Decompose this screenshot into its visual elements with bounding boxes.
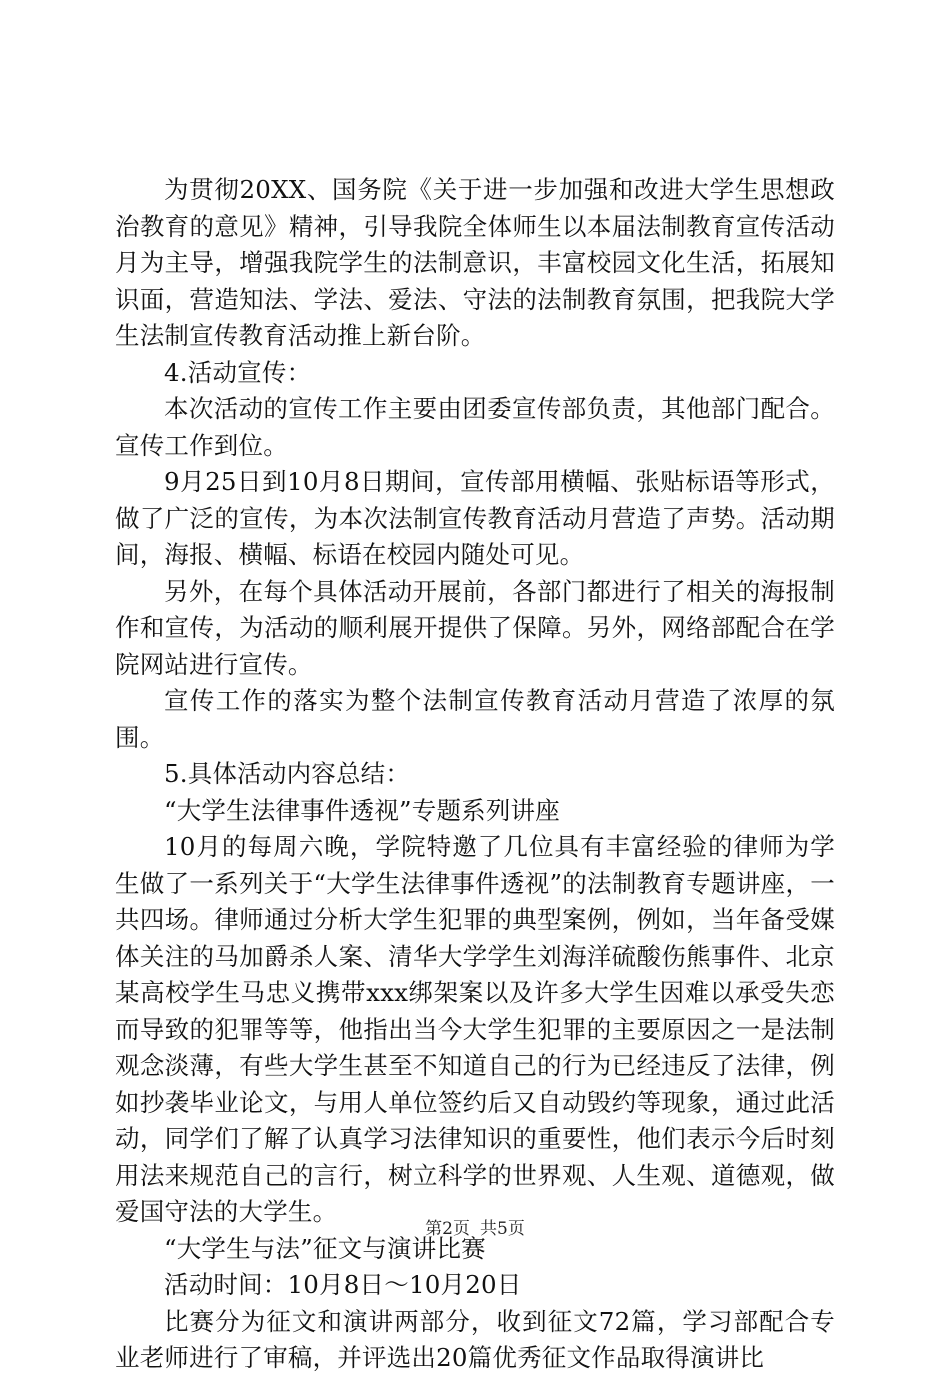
subheading-lecture-series: “大学生法律事件透视”专题系列讲座 xyxy=(164,795,560,825)
body-paragraph: 9月25日到10月8日期间，宣传部用横幅、张贴标语等形式，做了广泛的宣传，为本次法制宣传教育活动月营造了声势。活动期间，海报、横幅、标语在校园内随处可见。 xyxy=(115,467,835,569)
body-paragraph: 比赛分为征文和演讲两部分，收到征文72篇，学习部配合专业老师进行了审稿，并评选出20篇优秀征文作品取得演讲比 xyxy=(115,1306,835,1372)
page-number: 第2页 xyxy=(425,1219,470,1239)
section-heading-publicity: 4.活动宣传： xyxy=(164,357,312,387)
body-paragraph: 宣传工作的落实为整个法制宣传教育活动月营造了浓厚的氛围。 xyxy=(115,686,835,752)
body-paragraph: 另外，在每个具体活动开展前，各部门都进行了相关的海报制作和宣传，为活动的顺利展开提供了保障。另外，网络部配合在学院网站进行宣传。 xyxy=(115,576,835,679)
page-footer xyxy=(0,1218,950,1240)
subheading-essay-contest: “大学生与法”征文与演讲比赛 xyxy=(164,1233,486,1263)
page-total: 共5页 xyxy=(480,1219,525,1239)
intro-paragraph: 为贯彻20XX、国务院《关于进一步加强和改进大学生思想政治教育的意见》精神，引导我院全体师生以本届法制教育宣传活动月为主导，增强我院学生的法制意识，丰富校园文化生活，拓展知识面，营造知法、学法、爱法、守法的法制教育氛围，把我院大学生法制宣传教育活动推上新台阶。 xyxy=(115,175,835,350)
document-body xyxy=(115,172,835,1377)
activity-time: 活动时间：10月8日～10月20日 xyxy=(164,1270,522,1299)
section-heading-activities: 5.具体活动内容总结： xyxy=(164,759,411,788)
body-paragraph: 10月的每周六晚，学院特邀了几位具有丰富经验的律师为学生做了一系列关于“大学生法律事件透视”的法制教育专题讲座，一共四场。律师通过分析大学生犯罪的典型案例，例如，当年备受媒体关注的马加爵杀人案、清华大学学生刘海洋硫酸伤熊事件、北京某高校学生马忠义携带xxx绑架案以及许多大学生因难以承受失恋而导致的犯罪等等，他指出当今大学生犯罪的主要原因之一是法制观念淡薄，有些大学生甚至不知道自己的行为已经违反了法律，例如抄袭毕业论文，与用人单位签约后又自动毁约等现象，通过此活动，同学们了解了认真学习法律知识的重要性，他们表示今后时刻用法来规范自己的言行，树立科学的世界观、人生观、道德观，做爱国守法的大学生。 xyxy=(115,832,835,1226)
body-paragraph: 本次活动的宣传工作主要由团委宣传部负责，其他部门配合。宣传工作到位。 xyxy=(115,394,835,460)
